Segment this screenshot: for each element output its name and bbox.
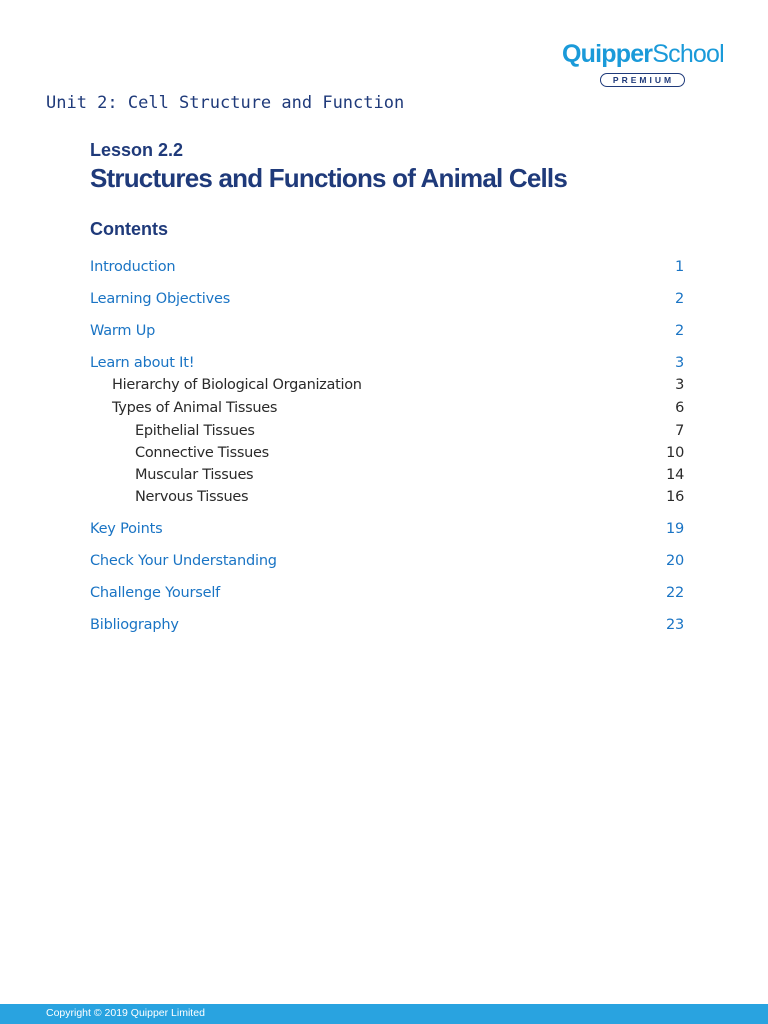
toc-entry-label: Bibliography (90, 617, 179, 633)
toc-entry-page: 7 (675, 423, 684, 439)
toc-entry-check-your-understanding[interactable] (90, 550, 684, 572)
unit-title: Unit 2: Cell Structure and Function (46, 93, 405, 113)
toc-entry-page: 3 (675, 377, 684, 393)
contents-heading: Contents (90, 219, 168, 239)
toc-entry-page: 19 (665, 521, 684, 537)
toc-entry-epithelial-tissues[interactable] (90, 420, 684, 442)
toc-entry-challenge-yourself[interactable] (90, 582, 684, 604)
toc-entry-label: Learn about It! (90, 355, 195, 371)
logo-school-text: School (652, 40, 724, 68)
logo-quipper-text: Quipper (562, 40, 653, 68)
toc-entry-label: Challenge Yourself (90, 585, 221, 601)
toc-entry-page: 23 (665, 617, 684, 633)
toc-entry-label: Key Points (90, 521, 163, 537)
toc-entry-label: Check Your Understanding (90, 553, 277, 569)
toc-entry-learn-about-it[interactable] (90, 352, 684, 374)
toc-entry-page: 10 (666, 445, 684, 461)
toc-entry-introduction[interactable] (90, 256, 684, 278)
footer-bar (0, 1004, 768, 1024)
toc-entry-page: 6 (675, 400, 684, 416)
toc-entry-page: 20 (665, 553, 684, 569)
toc-entry-label: Warm Up (90, 323, 156, 339)
toc-entry-label: Learning Objectives (90, 291, 231, 307)
toc-entry-bibliography[interactable] (90, 614, 684, 636)
toc-entry-page: 14 (666, 467, 684, 483)
toc-entry-learning-objectives[interactable] (90, 288, 684, 310)
logo-wordmark (562, 40, 722, 68)
toc-entry-warm-up[interactable] (90, 320, 684, 342)
toc-entry-label: Introduction (90, 259, 176, 275)
toc-entry-label: Types of Animal Tissues (112, 400, 278, 416)
toc-entry-page: 16 (666, 489, 684, 505)
toc-entry-page: 3 (674, 355, 684, 371)
toc-entry-types-of-animal-tissues[interactable] (90, 397, 684, 419)
toc-entry-label: Nervous Tissues (135, 489, 249, 505)
toc-entry-label: Epithelial Tissues (135, 423, 255, 439)
toc-entry-connective-tissues[interactable] (90, 442, 684, 464)
lesson-number: Lesson 2.2 (90, 140, 184, 160)
toc-entry-page: 2 (674, 291, 684, 307)
toc-entry-label: Connective Tissues (135, 445, 269, 461)
toc-entry-muscular-tissues[interactable] (90, 464, 684, 486)
toc-entry-key-points[interactable] (90, 518, 684, 540)
toc-entry-nervous-tissues[interactable] (90, 486, 684, 508)
lesson-title: Structures and Functions of Animal Cells (90, 163, 567, 193)
premium-badge: PREMIUM (600, 73, 685, 87)
toc-entry-label: Hierarchy of Biological Organization (112, 377, 362, 393)
copyright-text: Copyright © 2019 Quipper Limited (46, 1007, 205, 1019)
toc-entry-page: 2 (674, 323, 684, 339)
quipper-school-logo (562, 40, 722, 87)
toc-entry-page: 22 (665, 585, 684, 601)
toc-entry-hierarchy-of-biological-organization[interactable] (90, 374, 684, 396)
toc-entry-label: Muscular Tissues (135, 467, 254, 483)
toc-entry-page: 1 (674, 259, 684, 275)
